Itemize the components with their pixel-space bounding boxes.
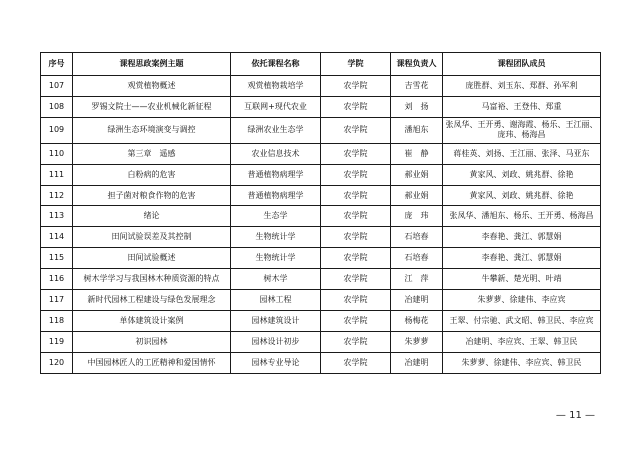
header-team: 课程团队成员 [443, 53, 601, 76]
cell-course: 生态学 [231, 206, 321, 227]
cell-leader: 冶建明 [391, 352, 443, 373]
cell-leader: 刘 扬 [391, 96, 443, 117]
cell-no: 115 [41, 248, 73, 269]
cell-leader: 石培春 [391, 248, 443, 269]
cell-college: 农学院 [321, 117, 391, 143]
cell-course: 观赏植物栽培学 [231, 76, 321, 97]
course-table [40, 52, 601, 374]
cell-college: 农学院 [321, 143, 391, 164]
cell-team: 庞胜群、刘玉东、郑群、孙军利 [443, 76, 601, 97]
cell-college: 农学院 [321, 269, 391, 290]
table-row [41, 164, 601, 185]
cell-course: 普通植物病理学 [231, 164, 321, 185]
table-row [41, 227, 601, 248]
cell-team: 李春艳、龚江、郭慧娟 [443, 248, 601, 269]
table-row [41, 310, 601, 331]
header-leader: 课程负责人 [391, 53, 443, 76]
cell-team: 蒋桂英、刘扬、王江丽、张泽、马亚东 [443, 143, 601, 164]
table-row [41, 352, 601, 373]
table-row [41, 185, 601, 206]
header-course: 依托课程名称 [231, 53, 321, 76]
cell-topic: 罗锡文院士——农业机械化新征程 [73, 96, 231, 117]
cell-topic: 单体建筑设计案例 [73, 310, 231, 331]
cell-college: 农学院 [321, 248, 391, 269]
table-row [41, 290, 601, 311]
cell-topic: 观赏植物概述 [73, 76, 231, 97]
cell-team: 冶建明、李应宾、王翠、韩卫民 [443, 331, 601, 352]
cell-no: 108 [41, 96, 73, 117]
cell-course: 绿洲农业生态学 [231, 117, 321, 143]
cell-topic: 初识园林 [73, 331, 231, 352]
cell-team: 牛攀新、楚光明、叶靖 [443, 269, 601, 290]
cell-no: 119 [41, 331, 73, 352]
cell-course: 生物统计学 [231, 227, 321, 248]
cell-leader: 吉雪花 [391, 76, 443, 97]
cell-leader: 杨梅花 [391, 310, 443, 331]
table-row [41, 248, 601, 269]
cell-topic: 中国园林匠人的工匠精神和爱国情怀 [73, 352, 231, 373]
cell-no: 112 [41, 185, 73, 206]
cell-topic: 新时代园林工程建设与绿色发展理念 [73, 290, 231, 311]
table-row [41, 76, 601, 97]
cell-topic: 担子菌对粮食作物的危害 [73, 185, 231, 206]
cell-no: 117 [41, 290, 73, 311]
cell-course: 普通植物病理学 [231, 185, 321, 206]
cell-college: 农学院 [321, 227, 391, 248]
cell-no: 113 [41, 206, 73, 227]
cell-course: 园林工程 [231, 290, 321, 311]
cell-team: 李春艳、龚江、郭慧娟 [443, 227, 601, 248]
cell-topic: 第三章 遥感 [73, 143, 231, 164]
cell-college: 农学院 [321, 164, 391, 185]
cell-course: 互联网+现代农业 [231, 96, 321, 117]
cell-leader: 郝业娟 [391, 164, 443, 185]
cell-college: 农学院 [321, 185, 391, 206]
cell-topic: 白粉病的危害 [73, 164, 231, 185]
cell-team: 朱萝萝、徐建伟、李应宾、韩卫民 [443, 352, 601, 373]
cell-topic: 田间试验概述 [73, 248, 231, 269]
cell-course: 农业信息技术 [231, 143, 321, 164]
cell-no: 107 [41, 76, 73, 97]
cell-leader: 石培春 [391, 227, 443, 248]
cell-topic: 田间试验误差及其控制 [73, 227, 231, 248]
cell-leader: 郝业娟 [391, 185, 443, 206]
cell-college: 农学院 [321, 290, 391, 311]
cell-team: 黄家风、刘政、姚兆群、徐艳 [443, 185, 601, 206]
cell-course: 生物统计学 [231, 248, 321, 269]
cell-college: 农学院 [321, 352, 391, 373]
header-no: 序号 [41, 53, 73, 76]
cell-college: 农学院 [321, 331, 391, 352]
cell-no: 109 [41, 117, 73, 143]
table-row [41, 96, 601, 117]
table-row [41, 206, 601, 227]
cell-leader: 冶建明 [391, 290, 443, 311]
cell-college: 农学院 [321, 206, 391, 227]
page-number: — 11 — [555, 410, 595, 421]
cell-no: 116 [41, 269, 73, 290]
cell-no: 114 [41, 227, 73, 248]
cell-leader: 江 萍 [391, 269, 443, 290]
cell-leader: 庞 玮 [391, 206, 443, 227]
cell-team: 王翠、付宗驰、武文昭、韩卫民、李应宾 [443, 310, 601, 331]
cell-team: 张凤华、潘旭东、杨乐、王开勇、杨海昌 [443, 206, 601, 227]
cell-no: 120 [41, 352, 73, 373]
cell-course: 树木学 [231, 269, 321, 290]
table-row [41, 143, 601, 164]
table-row [41, 269, 601, 290]
table-row [41, 117, 601, 143]
table-row [41, 331, 601, 352]
cell-team: 黄家风、刘政、姚兆群、徐艳 [443, 164, 601, 185]
header-college: 学院 [321, 53, 391, 76]
cell-topic: 绪论 [73, 206, 231, 227]
cell-college: 农学院 [321, 310, 391, 331]
cell-leader: 崔 静 [391, 143, 443, 164]
cell-leader: 潘旭东 [391, 117, 443, 143]
cell-team: 朱萝萝、徐建伟、李应宾 [443, 290, 601, 311]
cell-no: 110 [41, 143, 73, 164]
cell-course: 园林建筑设计 [231, 310, 321, 331]
cell-college: 农学院 [321, 96, 391, 117]
cell-leader: 朱萝萝 [391, 331, 443, 352]
table-header-row [41, 53, 601, 76]
cell-course: 园林设计初步 [231, 331, 321, 352]
cell-course: 园林专业导论 [231, 352, 321, 373]
cell-topic: 绿洲生态环境演变与调控 [73, 117, 231, 143]
cell-college: 农学院 [321, 76, 391, 97]
cell-team: 马富裕、王登伟、郑重 [443, 96, 601, 117]
cell-no: 118 [41, 310, 73, 331]
cell-topic: 树木学学习与我国林木种质资源的特点 [73, 269, 231, 290]
header-topic: 课程思政案例主题 [73, 53, 231, 76]
cell-no: 111 [41, 164, 73, 185]
cell-team: 张凤华、王开勇、谢海霞、杨乐、王江丽、庞玮、杨海昌 [443, 117, 601, 143]
